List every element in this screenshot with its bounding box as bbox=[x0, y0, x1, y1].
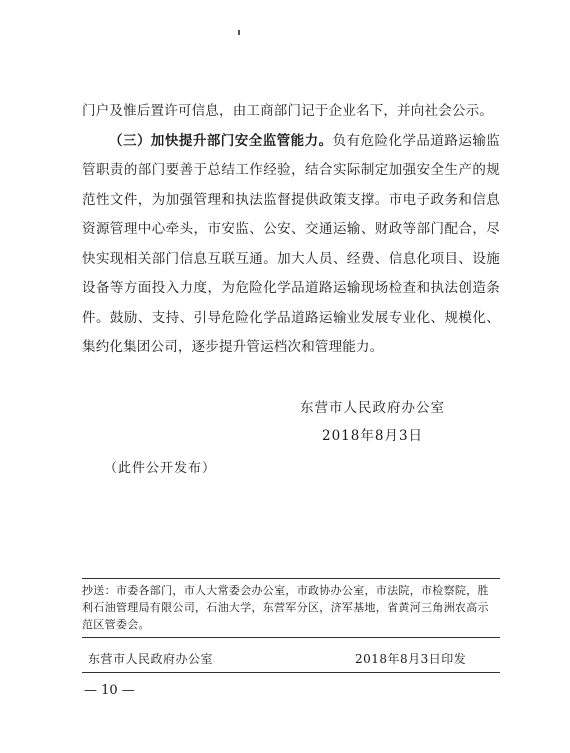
cc-text: 抄送：市委各部门，市人大常委会办公室，市政协办公室，市法院，市检察院，胜利石油管理局有限公司，石油大学，东营军分区，济军基地，省黄河三角洲农高示范区管委会。 bbox=[82, 584, 489, 631]
paragraph-continuation: 门户及惟后置许可信息，由工商部门记于企业名下，并向社会公示。 bbox=[82, 103, 493, 119]
section-body: 负有危险化学品道路运输监管职责的部门要善于总结工作经验，结合实际制定加强安全生产的规范性文件，为加强管理和执法监督提供政策支撑。市电子政务和信息资源管理中心牵头，市安监、公安、交通运输、财政等部门配合，尽快实现相关部门信息互联互通。加大人员、经费、信息化项目、设施设备等方面投入力度，为危险化学品道路运输现场检查和执法创造条件。鼓励、支持、引导危险化学品道路运输业发展专业化、规模化、集约化集团公司，逐步提升管运档次和管理能力。 bbox=[82, 132, 501, 355]
body-text bbox=[82, 97, 500, 363]
page-number: — 10 — bbox=[84, 683, 135, 698]
paragraph-section-three bbox=[82, 127, 500, 363]
footer-issuer: 东营市人民政府办公室 bbox=[88, 652, 214, 666]
footer-rule bbox=[82, 672, 500, 673]
signature-issuer: 东营市人民政府办公室 bbox=[300, 400, 445, 416]
section-heading: （三）加快提升部门安全监管能力。 bbox=[109, 132, 333, 149]
signature-date: 2018年8月3日 bbox=[322, 428, 424, 444]
scan-mark bbox=[238, 30, 240, 35]
publication-note: （此件公开发布） bbox=[104, 461, 217, 476]
footer-issue-date: 2018年8月3日印发 bbox=[355, 652, 467, 666]
